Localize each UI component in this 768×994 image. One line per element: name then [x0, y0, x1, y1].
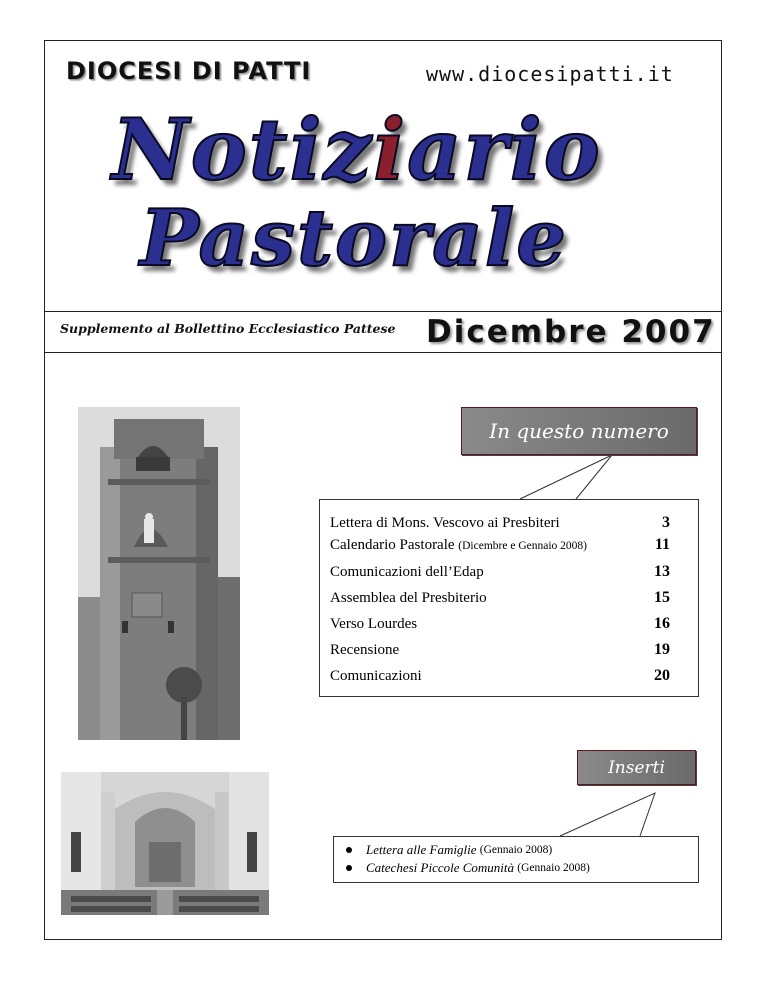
- bullet-icon: [346, 865, 352, 871]
- supplement-note: Supplemento al Bollettino Ecclesiastico Pattese: [60, 321, 396, 336]
- website-url: www.diocesipatti.it: [426, 62, 674, 86]
- insert-item-title: Catechesi Piccole Comunità: [366, 860, 515, 875]
- contents-heading: In questo numero: [461, 407, 697, 455]
- contents-item[interactable]: [330, 561, 670, 583]
- masthead-line-1-part-a: Notiz: [112, 100, 374, 199]
- contents-list: [330, 512, 670, 687]
- masthead-line-1: [112, 100, 672, 199]
- contents-item[interactable]: [330, 613, 670, 635]
- inserts-heading: Inserti: [577, 750, 696, 785]
- contents-item[interactable]: [330, 587, 670, 609]
- contents-item-page: 16: [654, 615, 670, 632]
- bell-tower-photo: [78, 407, 240, 740]
- contents-item-title: Lettera di Mons. Vescovo ai Presbiteri: [330, 515, 560, 531]
- contents-item-page: 15: [654, 589, 670, 606]
- masthead-line-2: Pastorale: [140, 193, 568, 284]
- contents-item-page: 19: [654, 641, 670, 658]
- issue-date: Dicembre 2007: [426, 314, 716, 350]
- contents-item-title: Assemblea del Presbiterio: [330, 590, 487, 606]
- divider-bottom: [44, 352, 722, 353]
- masthead-line-1-part-c: ario: [407, 100, 602, 199]
- contents-item-page: 3: [662, 514, 670, 531]
- contents-item[interactable]: [330, 534, 670, 557]
- divider-top: [44, 311, 722, 312]
- contents-item-title: Comunicazioni: [330, 668, 422, 684]
- contents-item[interactable]: [330, 665, 670, 687]
- bullet-icon: [346, 847, 352, 853]
- contents-item-title: Verso Lourdes: [330, 616, 418, 632]
- contents-item[interactable]: [330, 639, 670, 661]
- contents-item-title: Recensione: [330, 642, 400, 658]
- contents-item-page: 11: [654, 536, 670, 553]
- contents-item-title: Calendario Pastorale: [330, 537, 455, 553]
- contents-item-note: (Dicembre e Gennaio 2008): [458, 540, 587, 552]
- diocese-name: DIOCESI DI PATTI: [66, 57, 312, 85]
- insert-item[interactable]: [346, 859, 590, 877]
- insert-item-note: (Gennaio 2008): [517, 862, 590, 874]
- insert-item[interactable]: [346, 841, 590, 859]
- church-interior-photo: [61, 772, 269, 915]
- contents-item[interactable]: [330, 512, 670, 534]
- contents-item-page: 13: [654, 563, 670, 580]
- masthead-line-1-accent: i: [373, 100, 408, 199]
- inserts-list: [346, 841, 590, 877]
- contents-item-page: 20: [654, 667, 670, 684]
- contents-item-title: Comunicazioni dell’Edap: [330, 564, 484, 580]
- insert-item-note: (Gennaio 2008): [479, 844, 553, 856]
- insert-item-title: Lettera alle Famiglie: [366, 842, 477, 857]
